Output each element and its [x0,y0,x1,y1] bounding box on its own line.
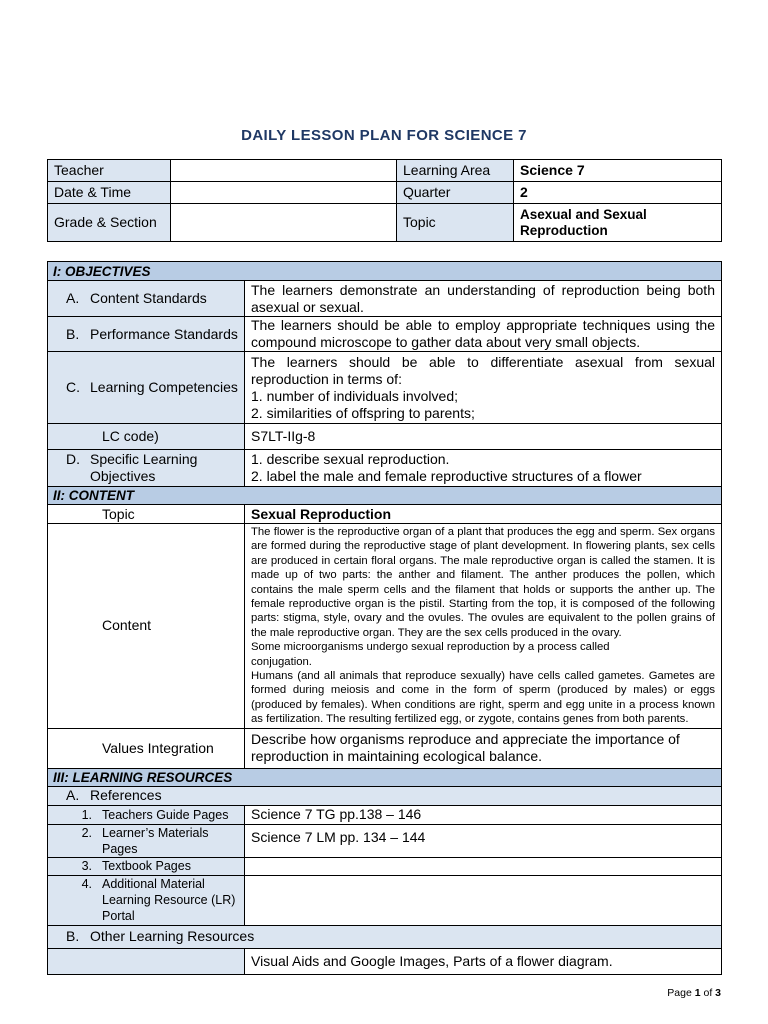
objectives-section-header [48,262,722,281]
competency-item: 1. number of individuals involved; [251,387,459,404]
learning-competencies-row [48,352,722,424]
resource-row-tg [48,805,722,824]
other-resources-label: B. Other Learning Resources [48,925,722,948]
content-body-row [48,524,722,729]
objective-item: 1. describe sexual reproduction. [251,451,450,467]
content-paragraph: conjugation. [251,655,312,668]
values-integration-label: Values Integration [48,728,245,768]
content-paragraph: Some microorganisms undergo sexual reproduction by a process called [251,641,610,654]
specific-objectives-value [245,450,722,487]
learning-competencies-label: C. Learning Competencies [48,352,245,424]
resource-value: Science 7 LM pp. 134 – 144 [245,824,722,857]
learning-competencies-intro: The learners should be able to differentiate asexual from sexual reproduction in terms of: [251,353,715,387]
performance-standards-label: B. Performance Standards [48,317,245,352]
document-title: DAILY LESSON PLAN FOR SCIENCE 7 [241,127,527,144]
learning-area-label: Learning Area [397,160,514,182]
lc-code-label: LC code) [48,424,245,450]
learning-area-value: Science 7 [514,160,722,182]
references-row [48,786,722,805]
content-paragraph: The flower is the reproductive organ of a plant that produces the egg and sperm. Sex organs are formed during the reproductive stage of plant development. In flowering plants, sex cells are produced in certain floral organs. The male reproductive organ is called the stamen. It is made up of two parts: the anther and filament. The anther produces the pollen, which contains the male sperm cells and the filament that holds or supports the anther up. The female reproductive organ is the pistil. Starting from the top, it is composed of the following parts: stigma, style, ovary and the ovules. The ovules are equivalent to the pollen grains of the male reproductive organ. They are the sex cells produced in the ovary. [251,526,715,639]
resource-row-lm [48,824,722,857]
content-section-header [48,487,722,505]
performance-standards-row [48,317,722,352]
resource-label: 3. Textbook Pages [48,857,245,875]
grade-section-label: Grade & Section [48,204,171,242]
quarter-label: Quarter [397,182,514,204]
lc-code-value: S7LT-IIg-8 [245,424,722,450]
content-standards-value: The learners demonstrate an understanding of reproduction being both asexual or sexual. [245,281,722,317]
resource-label: 1. Teachers Guide Pages [48,805,245,824]
page-number: Page 1 of 3 [667,987,721,999]
resource-label: 4. Additional Material Learning Resource (LR) Portal [48,875,245,925]
values-integration-value: Describe how organisms reproduce and appreciate the importance of reproduction in maintaining ecological balance. [245,728,722,768]
performance-standards-value: The learners should be able to employ appropriate techniques using the compound microscope to gather data about very small objects. [245,317,722,352]
values-integration-row [48,728,722,768]
content-header: II: CONTENT [48,487,722,505]
resource-value [245,875,722,925]
content-paragraph: Humans (and all animals that reproduce sexually) have cells called gametes. Gametes are formed during meiosis and come in the form of sperm (produced by males) or eggs (produced by females). When conditions are right, sperm and egg unite in a process known as fertilization. The resulting fertilized egg, or zygote, contains genes from both parents. [251,670,715,726]
content-topic-value: Sexual Reproduction [245,505,722,524]
resource-label: 2. Learner’s Materials Pages [48,824,245,857]
specific-objectives-label: D. Specific Learning Objectives [48,450,245,487]
references-label: A. References [48,786,722,805]
content-body [245,524,722,729]
content-label: Content [48,524,245,729]
content-standards-row [48,281,722,317]
resources-header: III: LEARNING RESOURCES [48,768,722,786]
date-time-label: Date & Time [48,182,171,204]
topic-value: Asexual and Sexual Reproduction [514,204,722,242]
lesson-info-table [47,159,722,242]
content-topic-label: Topic [48,505,245,524]
lesson-plan-table [47,261,722,975]
other-resources-row [48,925,722,948]
resource-value: Science 7 TG pp.138 – 146 [245,805,722,824]
other-resources-blank [48,948,245,974]
teacher-label: Teacher [48,160,171,182]
info-row-teacher [48,160,722,182]
info-row-date [48,182,722,204]
learning-competencies-value [245,352,722,424]
objectives-header: I: OBJECTIVES [48,262,722,281]
content-standards-label: A. Content Standards [48,281,245,317]
info-row-grade [48,204,722,242]
content-topic-row [48,505,722,524]
lc-code-row [48,424,722,450]
specific-objectives-row [48,450,722,487]
competency-item: 2. similarities of offspring to parents; [251,404,475,421]
resources-section-header [48,768,722,786]
resource-value [245,857,722,875]
quarter-value: 2 [514,182,722,204]
other-resources-value-row [48,948,722,974]
date-time-value [171,182,397,204]
objective-item: 2. label the male and female reproductive structures of a flower [251,468,642,484]
other-resources-value: Visual Aids and Google Images, Parts of a flower diagram. [245,948,722,974]
resource-row-textbook [48,857,722,875]
teacher-value [171,160,397,182]
grade-section-value [171,204,397,242]
resource-row-lr-portal [48,875,722,925]
topic-label: Topic [397,204,514,242]
